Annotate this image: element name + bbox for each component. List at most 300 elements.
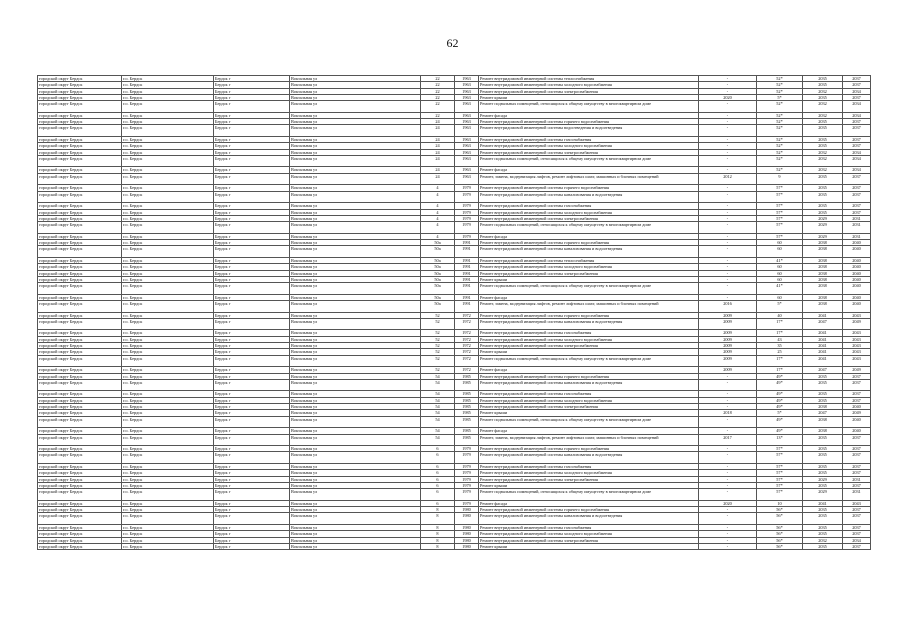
period-start-cell: 2038 — [803, 246, 843, 258]
table-row — [38, 191, 871, 203]
settlement-cell: г.о. Бердск — [122, 489, 214, 501]
work-type-cell: Ремонт внутридомовой инженерной системы канализования и водоотведения — [479, 452, 699, 464]
house-cell: 52 — [421, 330, 455, 336]
period-start-cell: 2038 — [803, 300, 843, 312]
period-end-cell: 2037 — [843, 531, 871, 537]
settlement-cell: г.о. Бердск — [122, 119, 214, 125]
house-cell: 4 — [421, 215, 455, 221]
locality-cell: Бердск г — [214, 185, 290, 191]
period-end-cell: 2037 — [843, 209, 871, 215]
locality-cell: Бердск г — [214, 233, 290, 239]
settlement-cell: г.о. Бердск — [122, 143, 214, 149]
last-repair-cell: - — [699, 136, 757, 142]
work-type-cell: Ремонт внутридомовой инженерной системы горячего водоснабжения — [479, 507, 699, 513]
period-start-cell: 2038 — [803, 416, 843, 428]
district-cell: городской округ Бердск — [38, 167, 122, 173]
table-row — [38, 125, 871, 137]
built-year-cell: 1979 — [455, 464, 479, 470]
house-cell: 4 — [421, 233, 455, 239]
capital-repair-table — [37, 75, 871, 550]
district-cell: городской округ Бердск — [38, 355, 122, 367]
wear-cell: 13* — [757, 434, 803, 446]
period-start-cell: 2035 — [803, 470, 843, 476]
period-end-cell: 2043 — [843, 500, 871, 506]
district-cell: городской округ Бердск — [38, 88, 122, 94]
locality-cell: Бердск г — [214, 446, 290, 452]
street-cell: Вокзальная ул — [290, 119, 421, 125]
work-type-cell: Ремонт внутридомовой инженерной системы газоснабжения — [479, 524, 699, 530]
settlement-cell: г.о. Бердск — [122, 167, 214, 173]
locality-cell: Бердск г — [214, 531, 290, 537]
built-year-cell: 1979 — [455, 489, 479, 501]
wear-cell: 57* — [757, 185, 803, 191]
locality-cell: Бердск г — [214, 428, 290, 434]
settlement-cell: г.о. Бердск — [122, 300, 214, 312]
period-start-cell: 2041 — [803, 336, 843, 342]
period-start-cell: 2035 — [803, 373, 843, 379]
district-cell: городской округ Бердск — [38, 191, 122, 203]
wear-cell: 57* — [757, 452, 803, 464]
locality-cell: Бердск г — [214, 318, 290, 330]
last-repair-cell: - — [699, 215, 757, 221]
last-repair-cell: 2017 — [699, 434, 757, 446]
last-repair-cell: 2009 — [699, 318, 757, 330]
wear-cell: 52* — [757, 76, 803, 82]
period-start-cell: 2035 — [803, 203, 843, 209]
street-cell: Вокзальная ул — [290, 373, 421, 379]
period-start-cell: 2035 — [803, 531, 843, 537]
built-year-cell: 1980 — [455, 507, 479, 513]
built-year-cell: 1963 — [455, 94, 479, 100]
house-cell: 4 — [421, 185, 455, 191]
settlement-cell: г.о. Бердск — [122, 373, 214, 379]
locality-cell: Бердск г — [214, 270, 290, 276]
built-year-cell: 1963 — [455, 112, 479, 118]
district-cell: городской округ Бердск — [38, 119, 122, 125]
wear-cell: 10 — [757, 500, 803, 506]
work-type-cell: Ремонт подвальных помещений, относящихся к общему имуществу в многоквартирном доме — [479, 222, 699, 234]
house-cell: 4 — [421, 191, 455, 203]
street-cell: Вокзальная ул — [290, 76, 421, 82]
work-type-cell: Ремонт фасада — [479, 112, 699, 118]
locality-cell: Бердск г — [214, 300, 290, 312]
work-type-cell: Ремонт внутридомовой инженерной системы горячего водоснабжения — [479, 185, 699, 191]
settlement-cell: г.о. Бердск — [122, 404, 214, 410]
built-year-cell: 1991 — [455, 246, 479, 258]
last-repair-cell: - — [699, 76, 757, 82]
work-type-cell: Ремонт фасада — [479, 428, 699, 434]
wear-cell: 57* — [757, 446, 803, 452]
locality-cell: Бердск г — [214, 101, 290, 113]
work-type-cell: Ремонт внутридомовой инженерной системы горячего водоснабжения — [479, 119, 699, 125]
period-end-cell: 2043 — [843, 330, 871, 336]
table-row — [38, 434, 871, 446]
last-repair-cell: - — [699, 416, 757, 428]
wear-cell: 17* — [757, 355, 803, 367]
last-repair-cell: 2009 — [699, 330, 757, 336]
locality-cell: Бердск г — [214, 82, 290, 88]
work-type-cell: Ремонт внутридомовой инженерной системы газоснабжения — [479, 391, 699, 397]
house-cell: 50а — [421, 264, 455, 270]
street-cell: Вокзальная ул — [290, 209, 421, 215]
house-cell: 52 — [421, 367, 455, 373]
district-cell: городской округ Бердск — [38, 270, 122, 276]
built-year-cell: 1979 — [455, 446, 479, 452]
period-start-cell: 2035 — [803, 143, 843, 149]
house-cell: 52 — [421, 355, 455, 367]
last-repair-cell: - — [699, 233, 757, 239]
district-cell: городской округ Бердск — [38, 246, 122, 258]
work-type-cell: Ремонт внутридомовой инженерной системы горячего водоснабжения — [479, 373, 699, 379]
settlement-cell: г.о. Бердск — [122, 537, 214, 543]
period-end-cell: 2040 — [843, 240, 871, 246]
street-cell: Вокзальная ул — [290, 410, 421, 416]
wear-cell: 17* — [757, 318, 803, 330]
period-end-cell: 2034 — [843, 167, 871, 173]
wear-cell: 57* — [757, 489, 803, 501]
built-year-cell: 1985 — [455, 391, 479, 397]
district-cell: городской округ Бердск — [38, 94, 122, 100]
work-type-cell: Ремонт внутридомовой инженерной системы холодного водоснабжения — [479, 143, 699, 149]
district-cell: городской округ Бердск — [38, 330, 122, 336]
house-cell: 54 — [421, 373, 455, 379]
period-start-cell: 2035 — [803, 209, 843, 215]
settlement-cell: г.о. Бердск — [122, 149, 214, 155]
district-cell: городской округ Бердск — [38, 283, 122, 295]
period-start-cell: 2035 — [803, 446, 843, 452]
period-start-cell: 2032 — [803, 537, 843, 543]
period-start-cell: 2047 — [803, 367, 843, 373]
period-end-cell: 2040 — [843, 276, 871, 282]
settlement-cell: г.о. Бердск — [122, 191, 214, 203]
period-start-cell: 2032 — [803, 167, 843, 173]
house-cell: 54 — [421, 397, 455, 403]
period-start-cell: 2038 — [803, 257, 843, 263]
table-row — [38, 300, 871, 312]
wear-cell: 40 — [757, 312, 803, 318]
wear-cell: 17* — [757, 367, 803, 373]
period-start-cell: 2035 — [803, 482, 843, 488]
wear-cell: 57* — [757, 203, 803, 209]
settlement-cell: г.о. Бердск — [122, 349, 214, 355]
settlement-cell: г.о. Бердск — [122, 283, 214, 295]
last-repair-cell: 2009 — [699, 312, 757, 318]
period-start-cell: 2041 — [803, 330, 843, 336]
district-cell: городской округ Бердск — [38, 300, 122, 312]
house-cell: 54 — [421, 404, 455, 410]
street-cell: Вокзальная ул — [290, 507, 421, 513]
period-end-cell: 2037 — [843, 543, 871, 549]
table-row — [38, 489, 871, 501]
street-cell: Вокзальная ул — [290, 294, 421, 300]
street-cell: Вокзальная ул — [290, 191, 421, 203]
settlement-cell: г.о. Бердск — [122, 173, 214, 185]
built-year-cell: 1979 — [455, 185, 479, 191]
built-year-cell: 1972 — [455, 343, 479, 349]
last-repair-cell: - — [699, 283, 757, 295]
wear-cell: 49* — [757, 428, 803, 434]
settlement-cell: г.о. Бердск — [122, 240, 214, 246]
house-cell: 22 — [421, 76, 455, 82]
work-type-cell: Ремонт крыши — [479, 94, 699, 100]
locality-cell: Бердск г — [214, 283, 290, 295]
period-start-cell: 2035 — [803, 191, 843, 203]
locality-cell: Бердск г — [214, 489, 290, 501]
settlement-cell: г.о. Бердск — [122, 246, 214, 258]
settlement-cell: г.о. Бердск — [122, 367, 214, 373]
locality-cell: Бердск г — [214, 470, 290, 476]
locality-cell: Бердск г — [214, 476, 290, 482]
period-start-cell: 2032 — [803, 155, 843, 167]
house-cell: 52 — [421, 336, 455, 342]
built-year-cell: 1985 — [455, 410, 479, 416]
district-cell: городской округ Бердск — [38, 464, 122, 470]
street-cell: Вокзальная ул — [290, 143, 421, 149]
house-cell: 6 — [421, 452, 455, 464]
table-row — [38, 246, 871, 258]
street-cell: Вокзальная ул — [290, 94, 421, 100]
last-repair-cell: - — [699, 82, 757, 88]
locality-cell: Бердск г — [214, 524, 290, 530]
district-cell: городской округ Бердск — [38, 428, 122, 434]
house-cell: 54 — [421, 434, 455, 446]
locality-cell: Бердск г — [214, 94, 290, 100]
last-repair-cell: - — [699, 513, 757, 525]
last-repair-cell: - — [699, 428, 757, 434]
house-cell: 24 — [421, 155, 455, 167]
table-body — [38, 76, 871, 550]
last-repair-cell: - — [699, 452, 757, 464]
house-cell: 50а — [421, 240, 455, 246]
built-year-cell: 1972 — [455, 330, 479, 336]
locality-cell: Бердск г — [214, 209, 290, 215]
settlement-cell: г.о. Бердск — [122, 264, 214, 270]
street-cell: Вокзальная ул — [290, 349, 421, 355]
district-cell: городской округ Бердск — [38, 173, 122, 185]
house-cell: 8 — [421, 543, 455, 549]
work-type-cell: Ремонт внутридомовой инженерной системы теплоснабжения — [479, 257, 699, 263]
table-row — [38, 379, 871, 391]
house-cell: 6 — [421, 500, 455, 506]
period-start-cell: 2038 — [803, 276, 843, 282]
house-cell: 6 — [421, 482, 455, 488]
street-cell: Вокзальная ул — [290, 264, 421, 270]
wear-cell: 56* — [757, 524, 803, 530]
district-cell: городской округ Бердск — [38, 391, 122, 397]
period-end-cell: 2031 — [843, 222, 871, 234]
settlement-cell: г.о. Бердск — [122, 294, 214, 300]
settlement-cell: г.о. Бердск — [122, 524, 214, 530]
settlement-cell: г.о. Бердск — [122, 112, 214, 118]
street-cell: Вокзальная ул — [290, 500, 421, 506]
period-start-cell: 2029 — [803, 215, 843, 221]
district-cell: городской округ Бердск — [38, 476, 122, 482]
wear-cell: 5* — [757, 300, 803, 312]
table-row — [38, 513, 871, 525]
last-repair-cell: 2020 — [699, 500, 757, 506]
locality-cell: Бердск г — [214, 136, 290, 142]
last-repair-cell: - — [699, 155, 757, 167]
district-cell: городской округ Бердск — [38, 349, 122, 355]
last-repair-cell: - — [699, 543, 757, 549]
district-cell: городской округ Бердск — [38, 489, 122, 501]
built-year-cell: 1979 — [455, 215, 479, 221]
work-type-cell: Ремонт внутридомовой инженерной системы горячего водоснабжения — [479, 240, 699, 246]
table-row — [38, 101, 871, 113]
work-type-cell: Ремонт крыши — [479, 349, 699, 355]
locality-cell: Бердск г — [214, 513, 290, 525]
wear-cell: 56* — [757, 513, 803, 525]
period-start-cell: 2035 — [803, 76, 843, 82]
work-type-cell: Ремонт внутридомовой инженерной системы канализования и водоотведения — [479, 513, 699, 525]
district-cell: городской округ Бердск — [38, 222, 122, 234]
settlement-cell: г.о. Бердск — [122, 379, 214, 391]
built-year-cell: 1963 — [455, 76, 479, 82]
settlement-cell: г.о. Бердск — [122, 391, 214, 397]
district-cell: городской округ Бердск — [38, 373, 122, 379]
settlement-cell: г.о. Бердск — [122, 543, 214, 549]
last-repair-cell: - — [699, 240, 757, 246]
period-start-cell: 2035 — [803, 125, 843, 137]
last-repair-cell: - — [699, 185, 757, 191]
last-repair-cell: - — [699, 276, 757, 282]
work-type-cell: Ремонт, замена, модернизация лифтов, ремонт лифтовых шахт, машинных и блочных помещений — [479, 434, 699, 446]
wear-cell: 57* — [757, 464, 803, 470]
work-type-cell: Ремонт внутридомовой инженерной системы холодного водоснабжения — [479, 397, 699, 403]
house-cell: 50а — [421, 294, 455, 300]
work-type-cell: Ремонт внутридомовой инженерной системы электроснабжения — [479, 149, 699, 155]
wear-cell: 60 — [757, 246, 803, 258]
house-cell: 4 — [421, 209, 455, 215]
street-cell: Вокзальная ул — [290, 531, 421, 537]
wear-cell: 57* — [757, 191, 803, 203]
district-cell: городской округ Бердск — [38, 531, 122, 537]
period-start-cell: 2035 — [803, 136, 843, 142]
last-repair-cell: - — [699, 264, 757, 270]
wear-cell: 41* — [757, 283, 803, 295]
period-end-cell: 2037 — [843, 82, 871, 88]
house-cell: 24 — [421, 173, 455, 185]
district-cell: городской округ Бердск — [38, 185, 122, 191]
period-end-cell: 2037 — [843, 76, 871, 82]
built-year-cell: 1963 — [455, 155, 479, 167]
last-repair-cell: 2020 — [699, 94, 757, 100]
last-repair-cell: 2009 — [699, 336, 757, 342]
last-repair-cell: - — [699, 191, 757, 203]
wear-cell: 49* — [757, 379, 803, 391]
period-start-cell: 2032 — [803, 101, 843, 113]
district-cell: городской округ Бердск — [38, 404, 122, 410]
last-repair-cell: - — [699, 209, 757, 215]
work-type-cell: Ремонт крыши — [479, 276, 699, 282]
wear-cell: 60 — [757, 276, 803, 282]
street-cell: Вокзальная ул — [290, 355, 421, 367]
house-cell: 8 — [421, 513, 455, 525]
wear-cell: 57* — [757, 215, 803, 221]
settlement-cell: г.о. Бердск — [122, 464, 214, 470]
work-type-cell: Ремонт внутридомовой инженерной системы холодного водоснабжения — [479, 470, 699, 476]
locality-cell: Бердск г — [214, 373, 290, 379]
period-start-cell: 2041 — [803, 312, 843, 318]
period-start-cell: 2035 — [803, 507, 843, 513]
last-repair-cell: - — [699, 203, 757, 209]
built-year-cell: 1991 — [455, 240, 479, 246]
street-cell: Вокзальная ул — [290, 167, 421, 173]
settlement-cell: г.о. Бердск — [122, 336, 214, 342]
work-type-cell: Ремонт внутридомовой инженерной системы электроснабжения — [479, 270, 699, 276]
table-row — [38, 416, 871, 428]
settlement-cell: г.о. Бердск — [122, 215, 214, 221]
period-end-cell: 2037 — [843, 191, 871, 203]
work-type-cell: Ремонт фасада — [479, 294, 699, 300]
district-cell: городской округ Бердск — [38, 452, 122, 464]
locality-cell: Бердск г — [214, 482, 290, 488]
work-type-cell: Ремонт фасада — [479, 233, 699, 239]
period-start-cell: 2035 — [803, 452, 843, 464]
period-end-cell: 2034 — [843, 88, 871, 94]
settlement-cell: г.о. Бердск — [122, 312, 214, 318]
locality-cell: Бердск г — [214, 434, 290, 446]
district-cell: городской округ Бердск — [38, 233, 122, 239]
last-repair-cell: - — [699, 379, 757, 391]
street-cell: Вокзальная ул — [290, 312, 421, 318]
period-end-cell: 2037 — [843, 482, 871, 488]
built-year-cell: 1963 — [455, 101, 479, 113]
last-repair-cell: - — [699, 88, 757, 94]
period-start-cell: 2035 — [803, 185, 843, 191]
district-cell: городской округ Бердск — [38, 240, 122, 246]
work-type-cell: Ремонт внутридомовой инженерной системы газоснабжения — [479, 330, 699, 336]
last-repair-cell: 2009 — [699, 367, 757, 373]
built-year-cell: 1985 — [455, 397, 479, 403]
street-cell: Вокзальная ул — [290, 300, 421, 312]
settlement-cell: г.о. Бердск — [122, 507, 214, 513]
built-year-cell: 1963 — [455, 167, 479, 173]
built-year-cell: 1991 — [455, 283, 479, 295]
work-type-cell: Ремонт внутридомовой инженерной системы горячего водоснабжения — [479, 312, 699, 318]
house-cell: 6 — [421, 470, 455, 476]
street-cell: Вокзальная ул — [290, 125, 421, 137]
district-cell: городской округ Бердск — [38, 379, 122, 391]
district-cell: городской округ Бердск — [38, 470, 122, 476]
wear-cell: 57* — [757, 222, 803, 234]
district-cell: городской округ Бердск — [38, 537, 122, 543]
street-cell: Вокзальная ул — [290, 513, 421, 525]
wear-cell: 60 — [757, 264, 803, 270]
page-number: 62 — [446, 36, 459, 50]
period-end-cell: 2040 — [843, 300, 871, 312]
wear-cell: 56* — [757, 543, 803, 549]
built-year-cell: 1980 — [455, 537, 479, 543]
house-cell: 52 — [421, 349, 455, 355]
last-repair-cell: 2009 — [699, 355, 757, 367]
work-type-cell: Ремонт внутридомовой инженерной системы канализования и водоотведения — [479, 379, 699, 391]
locality-cell: Бердск г — [214, 343, 290, 349]
street-cell: Вокзальная ул — [290, 155, 421, 167]
house-cell: 24 — [421, 167, 455, 173]
work-type-cell: Ремонт подвальных помещений, относящихся к общему имуществу в многоквартирном доме — [479, 489, 699, 501]
period-end-cell: 2049 — [843, 318, 871, 330]
settlement-cell: г.о. Бердск — [122, 446, 214, 452]
settlement-cell: г.о. Бердск — [122, 94, 214, 100]
period-end-cell: 2049 — [843, 367, 871, 373]
built-year-cell: 1991 — [455, 270, 479, 276]
period-start-cell: 2035 — [803, 464, 843, 470]
period-start-cell: 2035 — [803, 379, 843, 391]
settlement-cell: г.о. Бердск — [122, 428, 214, 434]
period-end-cell: 2037 — [843, 373, 871, 379]
period-start-cell: 2041 — [803, 349, 843, 355]
